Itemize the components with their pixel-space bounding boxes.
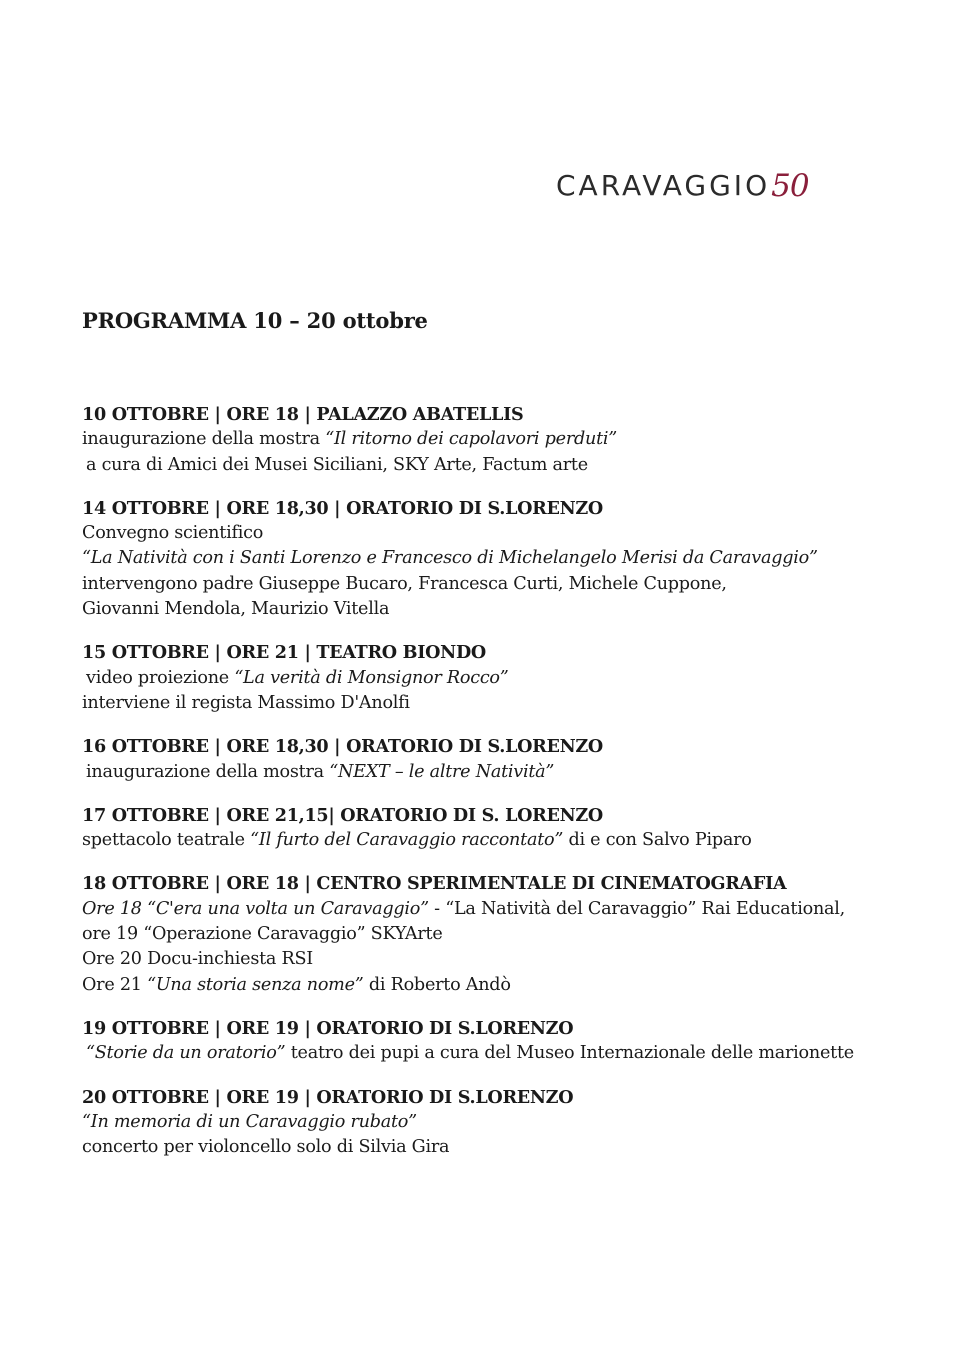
event-description: Convegno scientifico: [82, 523, 264, 544]
program-list: [82, 402, 942, 1178]
event-heading: 10 OTTOBRE | ORE 18 | PALAZZO ABATELLIS: [82, 404, 524, 425]
event-text: - “La Natività del Caravaggio” Rai Educational,: [428, 898, 846, 919]
event-text: spettacolo teatrale: [82, 830, 251, 851]
event-work-title: “Il ritorno dei capolavori perduti”: [325, 429, 618, 450]
event-speakers: intervengono padre Giuseppe Bucaro, Francesca Curti, Michele Cuppone,: [82, 573, 727, 594]
event-heading: 20 OTTOBRE | ORE 19 | ORATORIO DI S.LORENZO: [82, 1086, 574, 1108]
event-work-title: “Una storia senza nome”: [147, 974, 364, 995]
event-screening: [82, 897, 942, 922]
event-description: [82, 666, 942, 691]
event-work-title: “La verità di Monsignor Rocco”: [234, 667, 509, 688]
event-speakers: interviene il regista Massimo D'Anolfi: [82, 692, 410, 713]
event-text: inaugurazione della mostra: [86, 761, 330, 782]
event-text: di Roberto Andò: [363, 974, 511, 995]
event-work-title: “Storie da un oratorio”: [86, 1043, 286, 1064]
event-speakers-cont: Giovanni Mendola, Maurizio Vitella: [82, 599, 390, 620]
event-heading: 16 OTTOBRE | ORE 18,30 | ORATORIO DI S.LORENZO: [82, 736, 603, 758]
event-description: [82, 1041, 942, 1066]
page-title: PROGRAMMA 10 – 20 ottobre: [82, 308, 428, 333]
event-description: concerto per violoncello solo di Silvia Gira: [82, 1137, 450, 1158]
event-oct-20: [82, 1085, 942, 1161]
event-oct-15: [82, 640, 942, 716]
event-oct-10: [82, 402, 942, 478]
event-description: [82, 427, 942, 452]
event-text: inaugurazione della mostra: [82, 429, 326, 450]
event-screening: ore 19 “Operazione Caravaggio” SKYArte: [82, 924, 443, 945]
event-heading: 19 OTTOBRE | ORE 19 | ORATORIO DI S.LORENZO: [82, 1017, 574, 1039]
event-heading: 14 OTTOBRE | ORE 18,30 | ORATORIO DI S.LORENZO: [82, 497, 603, 519]
event-text: Ore 21: [82, 974, 148, 995]
event-text: video proiezione: [86, 667, 235, 688]
event-screening: Ore 20 Docu-inchiesta RSI: [82, 949, 314, 970]
event-work-title: “La Natività con i Santi Lorenzo e Francesco di Michelangelo Merisi da Caravaggio”: [82, 548, 818, 569]
event-oct-19: [82, 1016, 942, 1067]
event-work-title: “In memoria di un Caravaggio rubato”: [82, 1111, 417, 1132]
event-heading: 18 OTTOBRE | ORE 18 | CENTRO SPERIMENTALE DI CINEMATOGRAFIA: [82, 873, 787, 895]
event-description: [82, 760, 942, 785]
event-screening: [82, 973, 942, 998]
event-oct-14: [82, 496, 942, 622]
event-text: teatro dei pupi a cura del Museo Internazionale delle marionette: [285, 1043, 854, 1064]
event-oct-16: [82, 734, 942, 785]
event-work-title: Ore 18 “C'era una volta un Caravaggio”: [82, 898, 429, 919]
event-oct-18: [82, 871, 942, 997]
event-text: di e con Salvo Piparo: [563, 830, 752, 851]
event-heading: 15 OTTOBRE | ORE 21 | TEATRO BIONDO: [82, 642, 486, 664]
event-curators: a cura di Amici dei Musei Siciliani, SKY Arte, Factum arte: [86, 454, 588, 475]
event-work-title: “NEXT – le altre Natività”: [329, 761, 555, 782]
event-oct-17: [82, 803, 942, 854]
event-work-title: “Il furto del Caravaggio raccontato”: [250, 830, 564, 851]
logo-number: 50: [771, 168, 809, 204]
logo-wordmark: CARAVAGGIO: [556, 169, 771, 202]
event-description: [82, 828, 942, 853]
caravaggio50-logo: [556, 160, 846, 202]
event-heading: 17 OTTOBRE | ORE 21,15| ORATORIO DI S. LORENZO: [82, 804, 603, 826]
